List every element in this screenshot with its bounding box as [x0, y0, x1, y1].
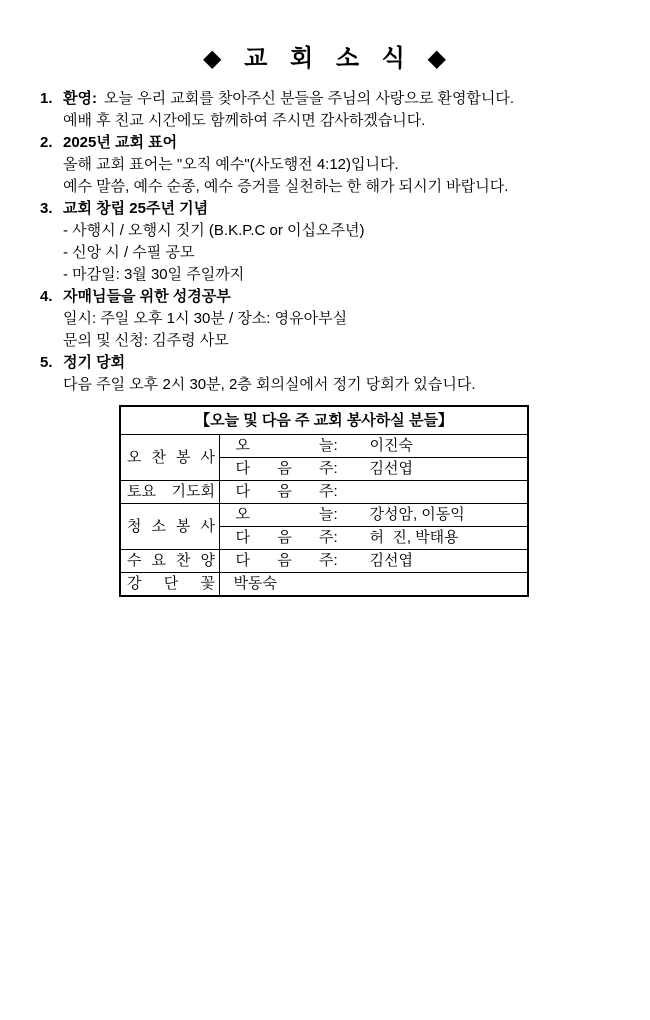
item-text: - 신앙 시 / 수필 공모 [63, 244, 195, 261]
service-person: 강성암, 이동익 [369, 506, 465, 523]
item-text: 예수 말씀, 예수 순종, 예수 증거를 실천하는 한 해가 되시기 바랍니다. [63, 178, 509, 195]
item-text: 오늘 우리 교회를 찾아주신 분들을 주님의 사랑으로 환영합니다. [103, 90, 515, 107]
announcement-item-5 [40, 352, 632, 374]
item-heading: 자매님들을 위한 성경공부 [63, 288, 231, 305]
item-heading: 정기 당회 [63, 354, 126, 371]
announcement-item-2 [40, 132, 632, 154]
service-person: 박동숙 [233, 575, 277, 592]
announcement-item-3 [40, 198, 632, 220]
item-heading: 교회 창립 25주년 기념 [63, 200, 209, 217]
colon: : [333, 460, 338, 477]
item-text: 문의 및 신청: 김주령 사모 [63, 332, 229, 349]
announcement-list [40, 88, 632, 597]
table-title: 【오늘 및 다음 주 교회 봉사하실 분들】 [120, 406, 528, 435]
item-number: 5. [40, 354, 53, 371]
service-category: 강 단 꽃 [127, 575, 215, 592]
service-category: 오 찬 봉 사 [127, 448, 215, 466]
table-row [120, 573, 528, 597]
item-heading-line [63, 88, 514, 110]
service-when: 다 음 주 [235, 483, 334, 500]
service-person: 이진숙 [369, 437, 413, 454]
service-entry [236, 504, 528, 526]
item-number: 1. [40, 90, 53, 107]
table-row [120, 406, 528, 435]
service-entry [236, 481, 528, 503]
service-person: 허 진, 박태용 [369, 529, 459, 546]
item-text: 다음 주일 오후 2시 30분, 2층 회의실에서 정기 당회가 있습니다. [63, 376, 476, 393]
colon: : [333, 529, 338, 546]
service-when: 오 늘 [235, 437, 334, 454]
service-when: 다 음 주 [235, 529, 334, 546]
item-text: 예배 후 친교 시간에도 함께하여 주시면 감사하겠습니다. [63, 112, 426, 129]
table-row [120, 550, 528, 573]
announcement-item-1 [40, 88, 632, 110]
announcement-item-4 [40, 286, 632, 308]
item-text: 일시: 주일 오후 1시 30분 / 장소: 영유아부실 [63, 310, 348, 327]
table-row [120, 435, 528, 458]
table-row [120, 504, 528, 527]
item-text: - 마감일: 3월 30일 주일까지 [63, 266, 245, 283]
service-person: 김선엽 [369, 552, 413, 569]
service-entry [236, 435, 528, 457]
service-entry [236, 550, 528, 572]
item-number: 2. [40, 134, 53, 151]
service-when: 다 음 주 [235, 552, 334, 569]
service-category: 토요 기도회 [127, 483, 215, 500]
service-person: 김선엽 [369, 460, 413, 477]
service-entry [236, 527, 528, 549]
item-number: 3. [40, 200, 53, 217]
item-text: - 사행시 / 오행시 짓기 (B.K.P.C or 이십오주년) [63, 222, 365, 239]
table-row [120, 481, 528, 504]
colon: : [333, 552, 338, 569]
service-category: 수 요 찬 양 [127, 552, 215, 569]
page-title: ◆ 교 회 소 식 ◆ [203, 45, 447, 72]
service-category: 청 소 봉 사 [127, 517, 215, 535]
item-heading: 2025년 교회 표어 [63, 134, 178, 151]
service-when: 오 늘 [235, 506, 334, 523]
item-text: 올해 교회 표어는 "오직 예수"(사도행전 4:12)입니다. [63, 156, 399, 173]
colon: : [333, 483, 338, 500]
service-schedule-table [119, 405, 529, 597]
item-number: 4. [40, 288, 53, 305]
service-entry [236, 458, 528, 480]
colon: : [333, 437, 338, 454]
item-heading: 환영: [63, 90, 97, 107]
service-when: 다 음 주 [235, 460, 334, 477]
colon: : [333, 506, 338, 523]
